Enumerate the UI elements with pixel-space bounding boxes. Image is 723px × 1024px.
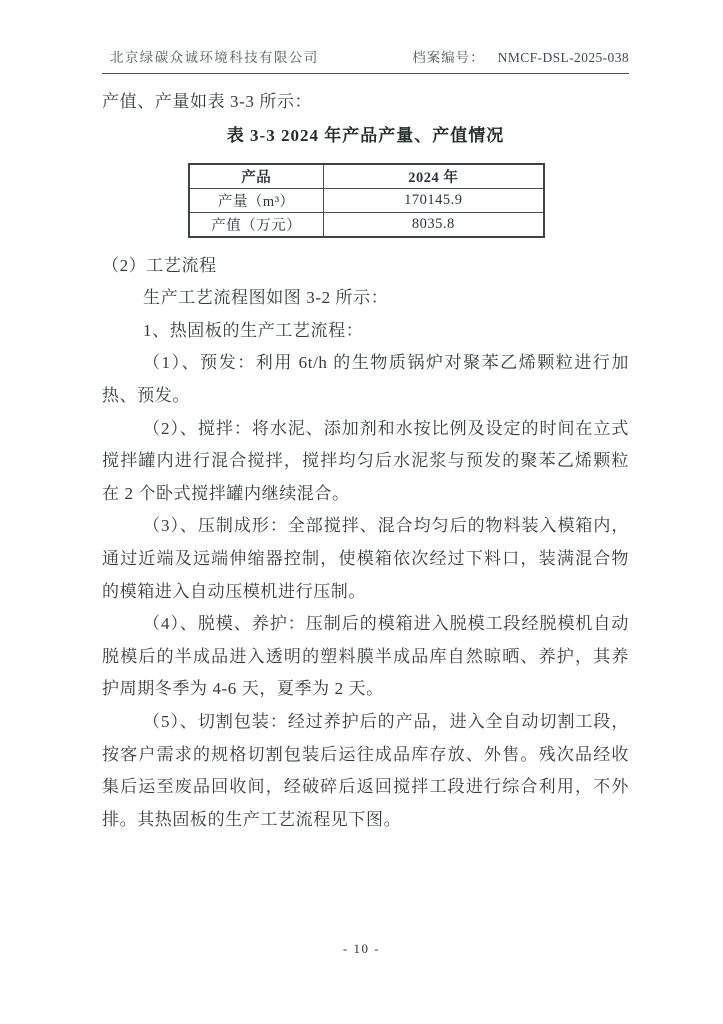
table-cell-value-value: 8035.8 <box>323 212 544 237</box>
body-paragraph: （1）、预发：利用 6t/h 的生物质锅炉对聚苯乙烯颗粒进行加热、预发。 <box>102 353 629 405</box>
header-archive <box>412 46 629 66</box>
body-paragraph: 生产工艺流程图如图 3-2 所示： <box>143 288 389 308</box>
table-header-product: 产品 <box>189 164 323 189</box>
header-company-name: 北京绿碳众诚环境科技有限公司 <box>110 50 319 65</box>
body-paragraph: （2）、搅拌：将水泥、添加剂和水按比例及设定的时间在立式搅拌罐内进行混合搅拌，搅拌均匀后水泥浆与预发的聚苯乙烯颗粒在 2 个卧式搅拌罐内继续混合。 <box>102 418 629 503</box>
body-paragraph: （5）、切割包装：经过养护后的产品，进入全自动切割工段，按客户需求的规格切割包装后运往成品库存放、外售。残次品经收集后运至废品回收间，经破碎后返回搅拌工段进行综合利用，不外排。其热固板的生产工艺流程见下图。 <box>102 711 629 829</box>
body-paragraph: 1、热固板的生产工艺流程： <box>143 320 364 340</box>
table-title: 表 3-3 2024 年产品产量、产值情况 <box>226 125 505 145</box>
body-paragraph: （4）、脱模、养护：压制后的模箱进入脱模工段经脱模机自动脱模后的半成品进入透明的塑料膜半成品库自然晾晒、养护，其养护周期冬季为 4-6 天，夏季为 2 天。 <box>102 614 629 699</box>
page-number: - 10 - <box>342 941 381 956</box>
page-header <box>102 46 629 74</box>
table-header-row <box>189 164 544 189</box>
document-body <box>102 86 629 836</box>
section-heading-process: （2）工艺流程 <box>102 255 217 275</box>
body-paragraph: （3）、压制成形：全部搅拌、混合均匀后的物料装入模箱内，通过近端及远端伸缩器控制，使模箱依次经过下料口，装满混合物的模箱进入自动压模机进行压制。 <box>102 516 629 601</box>
archive-label: 档案编号： <box>412 50 485 65</box>
table-cell-output-value: 170145.9 <box>323 188 544 212</box>
table-row-value <box>189 212 544 237</box>
table-header-year: 2024 年 <box>323 164 544 189</box>
table-cell-value-label: 产值（万元） <box>189 212 323 237</box>
production-table <box>188 163 545 238</box>
intro-paragraph: 产值、产量如表 3-3 所示： <box>102 92 313 111</box>
archive-number: NMCF-DSL-2025-038 <box>497 50 629 65</box>
table-cell-output-label: 产量（m³） <box>189 188 323 212</box>
table-row-output <box>189 188 544 212</box>
